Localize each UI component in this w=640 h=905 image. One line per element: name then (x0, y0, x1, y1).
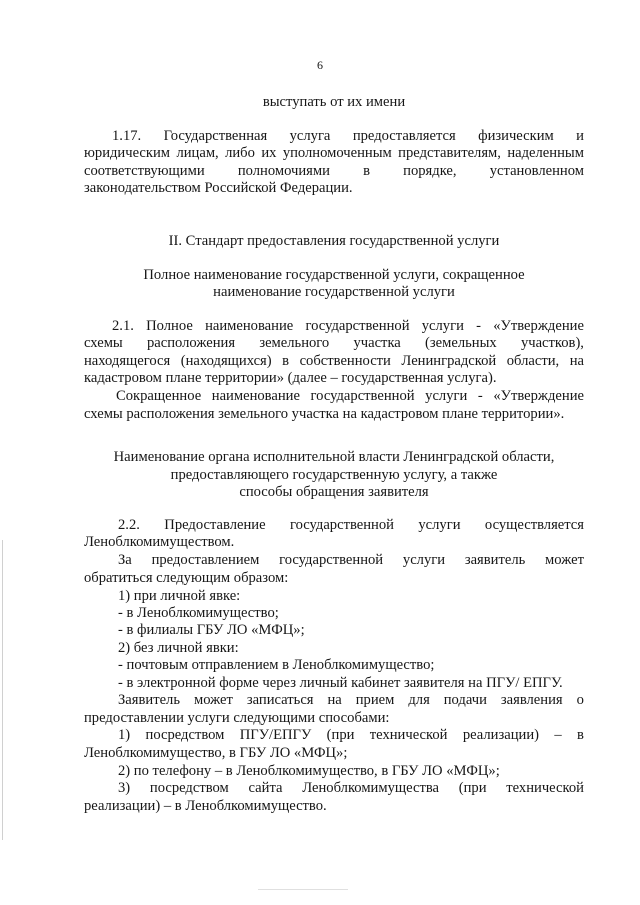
word: Заявитель (118, 692, 180, 708)
word: технической (506, 780, 584, 796)
text-line (84, 163, 584, 180)
word: услуги (421, 318, 464, 334)
text-line: предоставлении услуги следующими способами: (84, 710, 390, 726)
list-item: - почтовым отправлением в Леноблкомимущество; (118, 657, 435, 673)
section-heading: II. Стандарт предоставления государственной услуги (168, 233, 500, 249)
word: участков), (520, 335, 584, 351)
word: наделенным (507, 145, 584, 161)
word: расположения (146, 335, 236, 351)
word: и (576, 128, 584, 144)
word: наименование (211, 388, 300, 404)
word: (при (326, 727, 355, 743)
word: государственной (305, 318, 410, 334)
word: 1.17. (112, 128, 142, 144)
word: 2.1. (112, 318, 134, 334)
word: осуществляется (484, 517, 584, 533)
list-item: - в Леноблкомимущество; (118, 605, 279, 621)
subsection-heading: предоставляющего государственную услугу, а также (170, 467, 498, 483)
word: в (282, 353, 290, 369)
text-line (112, 318, 584, 335)
scan-edge-line (2, 540, 3, 840)
text-line: реализации) – в Леноблкомимущество. (84, 798, 327, 814)
text-line (116, 388, 584, 405)
word: установленном (489, 163, 584, 179)
page-number: 6 (317, 58, 323, 72)
word: услуга (289, 128, 331, 144)
word: уполномоченным (282, 145, 392, 161)
word: может (193, 692, 233, 708)
word: полномочиями (237, 163, 330, 179)
word: предоставлением (151, 552, 260, 568)
word: Полное (146, 318, 193, 334)
word: о (576, 692, 584, 708)
text-line: Леноблкомимущество, в ГБУ ЛО «МФЦ»; (84, 745, 348, 761)
word: схемы (84, 335, 123, 351)
text-line: Леноблкомимуществом. (84, 534, 235, 550)
word: государственной (289, 517, 394, 533)
list-item: 1) при личной явке: (118, 588, 241, 604)
subsection-heading: наименование государственной услуги (213, 284, 455, 300)
word: реализации) (462, 727, 540, 743)
scan-bottom-mark (258, 889, 348, 890)
word: их (261, 145, 277, 161)
word: для (408, 692, 430, 708)
word: лицам, (176, 145, 219, 161)
text-line: обратиться следующим образом: (84, 570, 289, 586)
list-item: - в электронной форме через личный кабинет заявителя на ПГУ/ ЕПГУ. (118, 675, 563, 691)
list-item (118, 727, 584, 744)
text-line: схемы расположения земельного участка на кадастровом плане территории». (84, 406, 565, 422)
subsection-heading: способы обращения заявителя (239, 484, 429, 500)
word: (земельных (425, 335, 497, 351)
word: Государственная (163, 128, 268, 144)
word: государственной (279, 552, 384, 568)
word: в (577, 727, 584, 743)
word: услуги (402, 552, 446, 568)
word: Сокращенное (116, 388, 202, 404)
subsection-heading: Наименование органа исполнительной власти Ленинградской области, (113, 449, 555, 465)
list-item: - в филиалы ГБУ ЛО «МФЦ»; (118, 622, 305, 638)
word: посредством (145, 727, 225, 743)
text-line (118, 517, 584, 534)
text-line (84, 335, 584, 352)
word: - (476, 318, 482, 334)
word: - (477, 388, 483, 404)
word: За (118, 552, 132, 568)
text-line (118, 692, 584, 709)
text-line: выступать от их имени (262, 94, 406, 110)
word: записаться (246, 692, 314, 708)
subsection-heading: Полное наименование государственной услуги, сокращенное (143, 267, 525, 283)
word: 3) (118, 780, 131, 796)
text-line (112, 128, 584, 145)
word: (находящихся) (180, 353, 272, 369)
word: на (327, 692, 342, 708)
word: земельного (259, 335, 330, 351)
word: ПГУ/ЕПГУ (239, 727, 312, 743)
word: (при (458, 780, 487, 796)
word: 1) (118, 727, 131, 743)
text-line: кадастровом плане территории» (далее – государственная услуга). (84, 370, 497, 386)
word: соответствующими (84, 163, 205, 179)
text-line (84, 145, 584, 162)
word: может (545, 552, 584, 568)
word: заявления (500, 692, 563, 708)
word: услуги (418, 517, 461, 533)
word: 2.2. (118, 517, 140, 533)
word: Леноблкомимущества (302, 780, 439, 796)
word: юридическим (84, 145, 171, 161)
word: либо (225, 145, 255, 161)
word: Предоставление (164, 517, 266, 533)
word: предоставляется (352, 128, 456, 144)
word: «Утверждение (493, 318, 584, 334)
word: услуги (425, 388, 468, 404)
word: участка (353, 335, 401, 351)
word: подачи (443, 692, 487, 708)
word: заявитель (464, 552, 526, 568)
list-item (118, 780, 584, 797)
word: области, (506, 353, 560, 369)
list-item: 2) без личной явки: (118, 640, 239, 656)
word: наименование (205, 318, 294, 334)
word: Ленинградской (401, 353, 497, 369)
word: сайта (248, 780, 283, 796)
word: технической (369, 727, 448, 743)
word: «Утверждение (493, 388, 584, 404)
word: физическим (478, 128, 554, 144)
word: государственной (310, 388, 415, 404)
word: прием (355, 692, 395, 708)
word: представителям, (398, 145, 501, 161)
word: в (363, 163, 370, 179)
word: посредством (149, 780, 229, 796)
word: собственности (299, 353, 391, 369)
text-line: законодательством Российской Федерации. (84, 180, 353, 196)
word: находящегося (84, 353, 171, 369)
word: порядке, (403, 163, 457, 179)
text-line (118, 552, 584, 569)
list-item: 2) по телефону – в Леноблкомимущество, в ГБУ ЛО «МФЦ»; (118, 763, 500, 779)
word: на (569, 353, 584, 369)
text-line (84, 353, 584, 370)
word: – (554, 727, 562, 743)
